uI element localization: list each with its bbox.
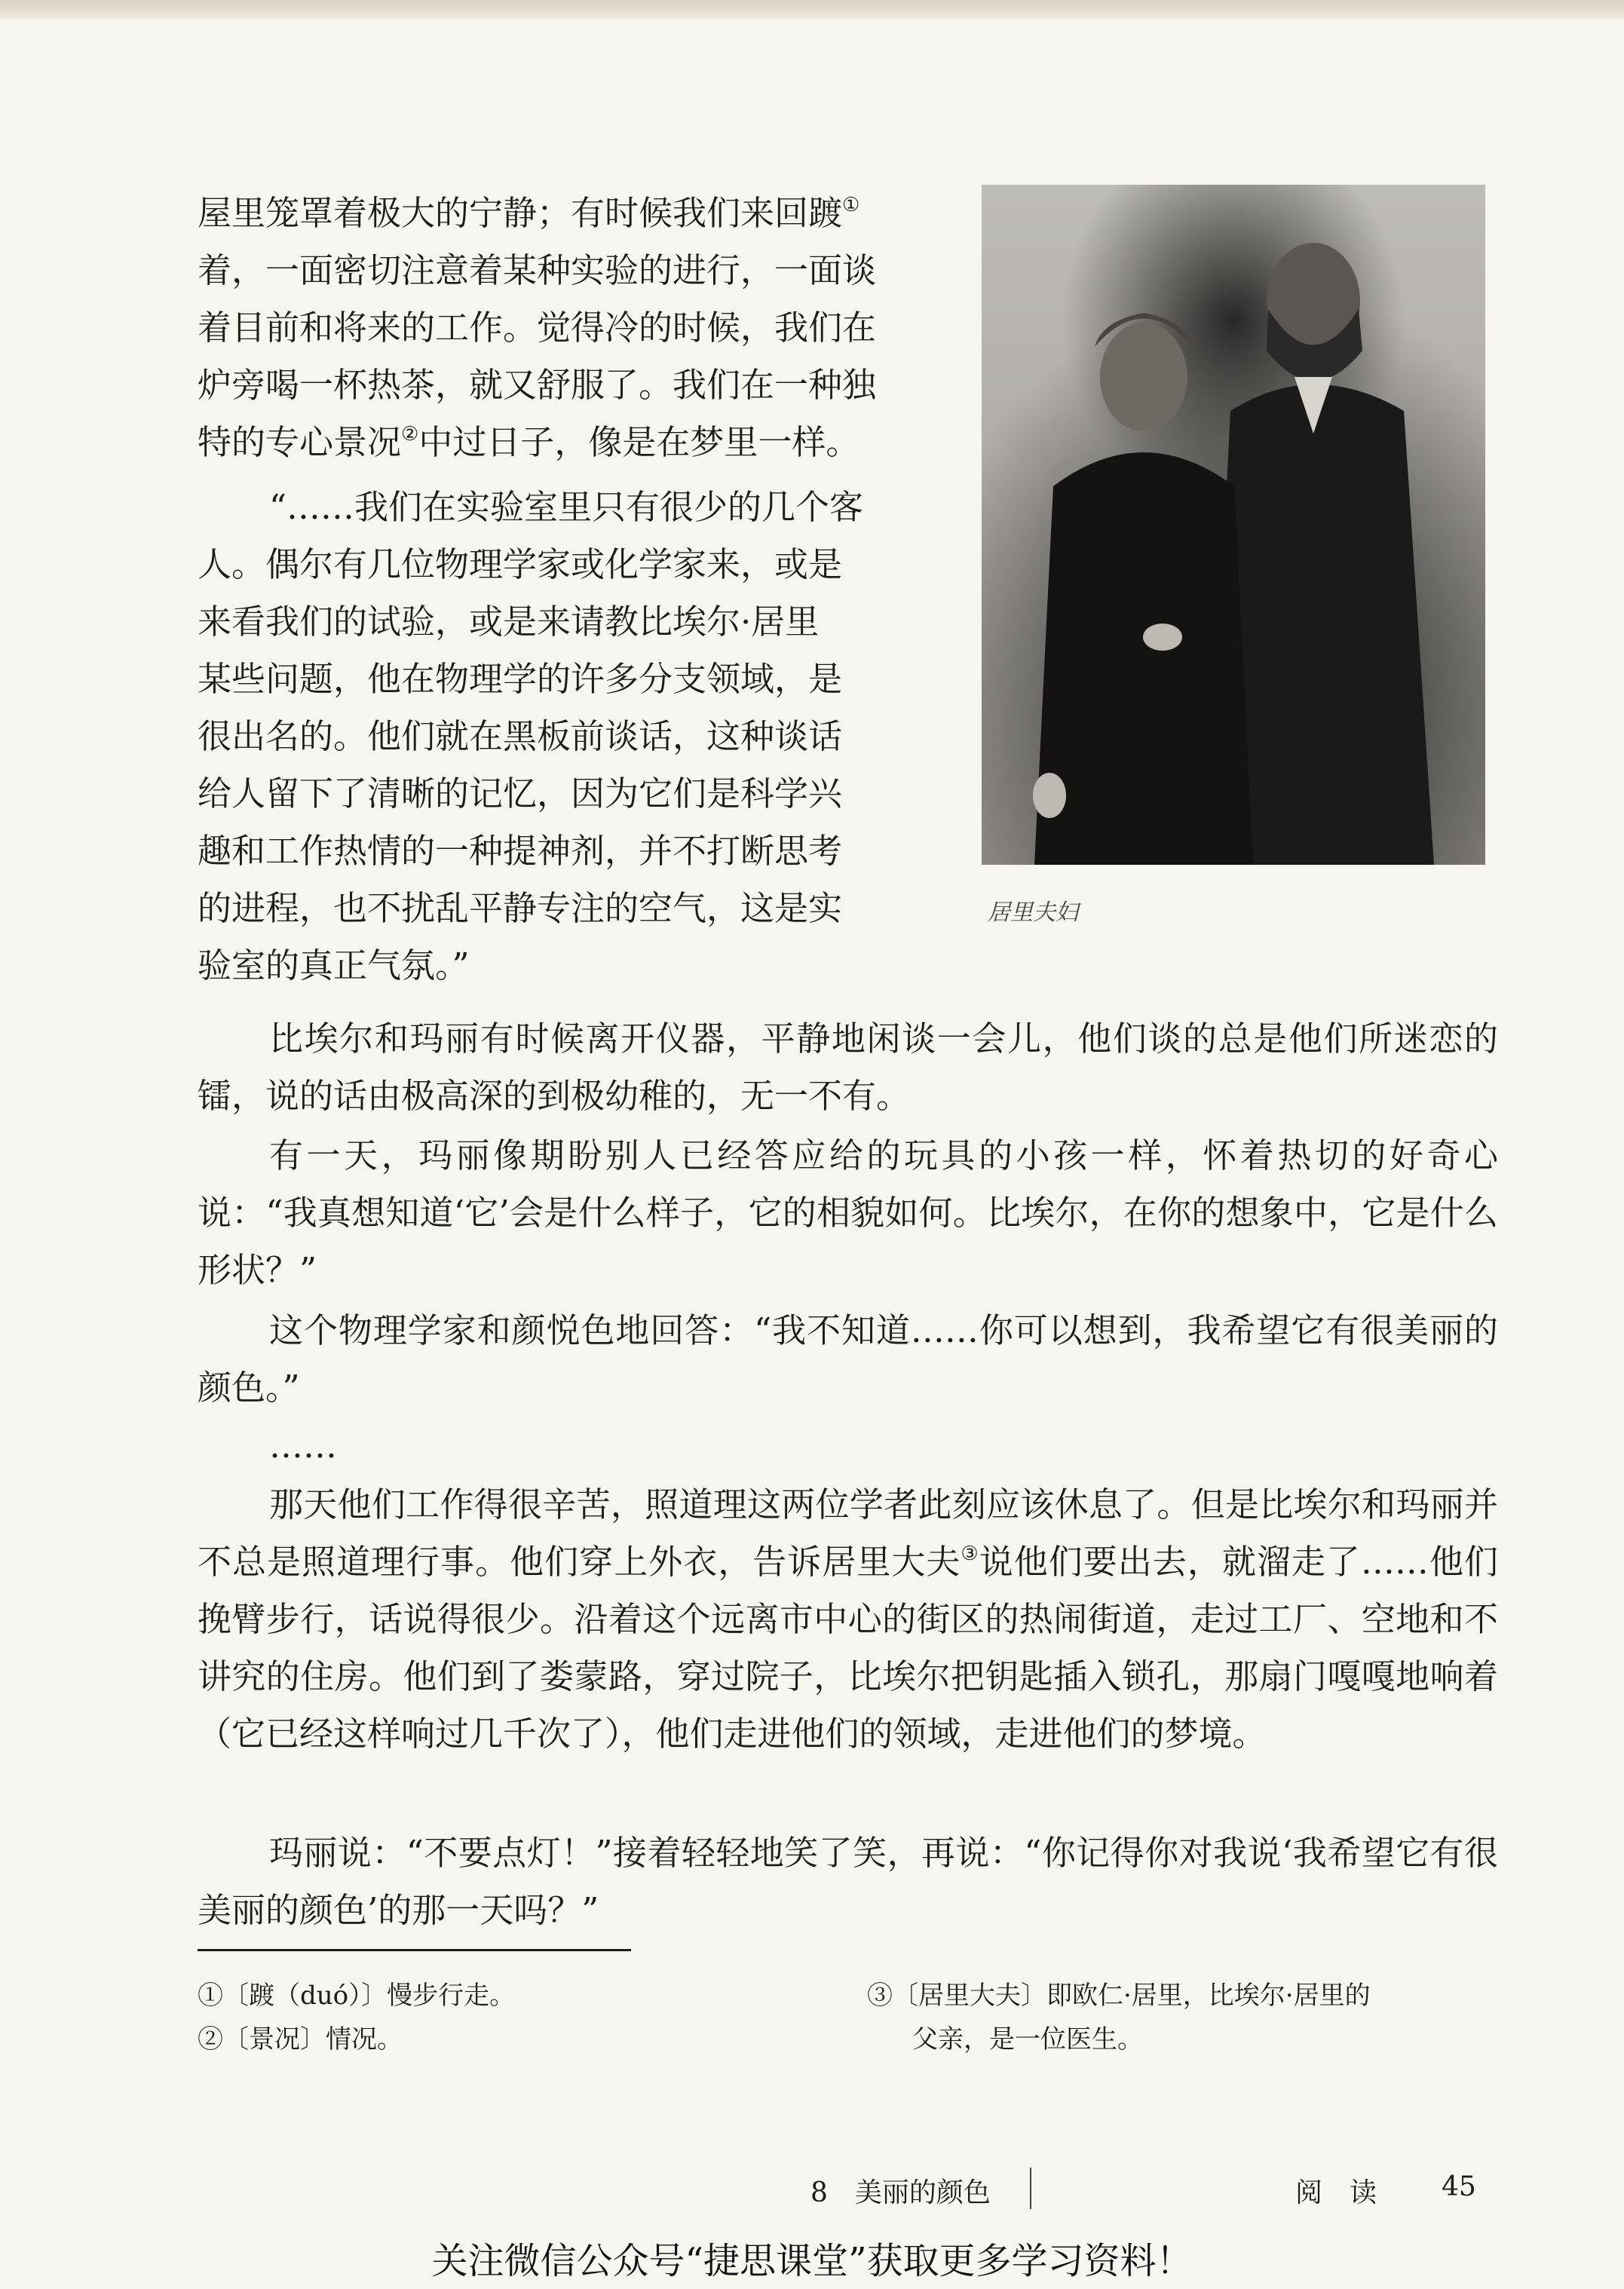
paragraph-5: 这个物理学家和颜悦色地回答：“我不知道……你可以想到，我希望它有很美丽的颜色。” (198, 1310, 1498, 1408)
line: 屋里笼罩着极大的宁静；有时候我们来回踱① (198, 193, 860, 233)
line: 验室的真正气氛。” (198, 945, 470, 985)
footnote-2: ②〔景况〕情况。 (198, 2024, 403, 2055)
line: 给人留下了清晰的记忆，因为它们是科学兴 (198, 774, 843, 814)
footer-section: 阅 读 (1295, 2177, 1377, 2208)
line: “……我们在实验室里只有很少的几个客 (269, 487, 864, 527)
line: 特的专心景况②中过日子，像是在梦里一样。 (198, 422, 860, 462)
paragraph-1 (198, 185, 948, 471)
line: 某些问题，他在物理学的许多分支领域，是 (198, 659, 843, 699)
line: 很出名的。他们就在黑板前谈话，这种谈话 (198, 716, 843, 756)
paragraph-7: 玛丽说：“不要点灯！”接着轻轻地笑了笑，再说：“你记得你对我说‘我希望它有很美丽的颜色’的那一天吗？” (198, 1833, 1498, 1930)
line: 趣和工作热情的一种提神剂，并不打断思考 (198, 831, 843, 871)
footnote-3-line-2: 父亲，是一位医生。 (912, 2024, 1143, 2055)
paragraph-3: 比埃尔和玛丽有时候离开仪器，平静地闲谈一会儿，他们谈的总是他们所迷恋的镭，说的话由极高深的到极幼稚的，无一不有。 (198, 1019, 1498, 1116)
footnote-3-line-1: ③〔居里大夫〕即欧仁·居里，比埃尔·居里的 (867, 1981, 1371, 2011)
footnote-ref-3: ③ (961, 1543, 979, 1565)
paragraph-4: 有一天，玛丽像期盼别人已经答应给的玩具的小孩一样，怀着热切的好奇心说：“我真想知道‘它’会是什么样子，它的相貌如何。比埃尔，在你的想象中，它是什么形状？” (198, 1135, 1498, 1290)
paragraph-2 (198, 479, 948, 994)
line: 着，一面密切注意着某种实验的进行，一面谈 (198, 250, 877, 290)
line: 炉旁喝一杯热茶，就又舒服了。我们在一种独 (198, 365, 877, 405)
footnote-1: ①〔踱（duó）〕慢步行走。 (198, 1981, 516, 2011)
footnote-ref-1: ① (842, 194, 860, 216)
footnote-ref-2: ② (401, 423, 419, 446)
curie-couple-photo (982, 185, 1485, 865)
photo-caption: 居里夫妇 (988, 899, 1078, 926)
line: 人。偶尔有几位物理学家或化学家来，或是 (198, 544, 843, 584)
footer-lesson-title: 8 美丽的颜色 (810, 2177, 991, 2208)
wechat-promo-watermark: 关注微信公众号“捷思课堂”获取更多学习资料！ (431, 2240, 1193, 2282)
scan-top-edge (0, 0, 1624, 20)
line: 的进程，也不扰乱平静专注的空气，这是实 (198, 888, 843, 928)
footnote-divider (198, 1949, 631, 1951)
footer-separator (1030, 2168, 1031, 2209)
line: 着目前和将来的工作。觉得冷的时候，我们在 (198, 308, 877, 348)
paragraph-ellipsis: …… (269, 1426, 337, 1466)
paragraph-6: 那天他们工作得很辛苦，照道理这两位学者此刻应该休息了。但是比埃尔和玛丽并不总是照道理行事。他们穿上外衣，告诉居里大夫③说他们要出去，就溜走了……他们挽臂步行，话说得很少。沿着这个远离市中心的街区的热闹街道，走过工厂、空地和不讲究的住房。他们到了娄蒙路，穿过院子，比埃尔把钥匙插入锁孔，那扇门嘎嘎地响着（它已经这样响过几千次了），他们走进他们的领域，走进他们的梦境。 (198, 1485, 1498, 1754)
photo-illustration (982, 185, 1485, 865)
line: 来看我们的试验，或是来请教比埃尔·居里 (198, 602, 820, 642)
page-number: 45 (1442, 2171, 1476, 2202)
